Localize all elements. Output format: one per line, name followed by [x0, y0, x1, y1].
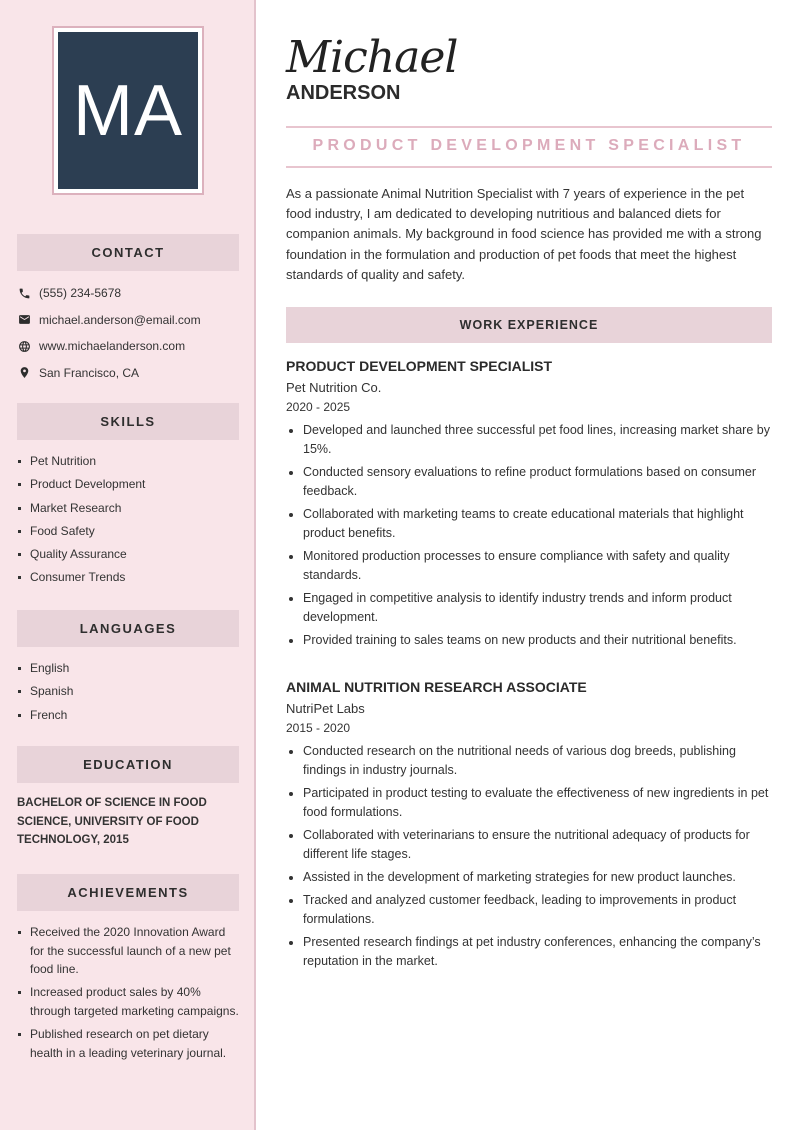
job-role: ANIMAL NUTRITION RESEARCH ASSOCIATE [286, 679, 587, 695]
contact-website [17, 333, 239, 360]
job-company: Pet Nutrition Co. [286, 380, 382, 395]
job-bullet: Developed and launched three successful pet food lines, increasing market share by 15%. [286, 421, 772, 459]
skill-item: Quality Assurance [17, 545, 239, 564]
job-entry [286, 679, 772, 975]
job-bullet: Conducted sensory evaluations to refine product formulations based on consumer feedback. [286, 463, 772, 501]
contact-email [17, 307, 239, 334]
monogram-frame [52, 26, 204, 195]
location-pin-icon [17, 366, 31, 380]
first-name: Michael [286, 32, 458, 83]
job-bullet: Provided training to sales teams on new products and their nutritional benefits. [286, 631, 772, 650]
job-bullet: Collaborated with veterinarians to ensure the nutritional adequacy of products for different life stages. [286, 826, 772, 864]
contact-phone [17, 280, 239, 307]
language-item: French [17, 706, 239, 725]
skill-item: Market Research [17, 499, 239, 518]
languages-header: LANGUAGES [17, 610, 239, 647]
job-dates: 2015 - 2020 [286, 721, 351, 735]
contact-list [17, 280, 239, 386]
job-bullet: Conducted research on the nutritional needs of various dog breeds, publishing findings in industry journals. [286, 742, 772, 780]
achievement-item: Received the 2020 Innovation Award for the successful launch of a new pet food line. [17, 923, 239, 979]
job-title: PRODUCT DEVELOPMENT SPECIALIST [312, 137, 746, 154]
skill-item: Product Development [17, 475, 239, 494]
job-bullet: Participated in product testing to evaluate the effectiveness of new ingredients in pet food formulations. [286, 784, 772, 822]
profile-summary: As a passionate Animal Nutrition Specialist with 7 years of experience in the pet food industry, I am dedicated to developing nutritious and balanced diets for companion animals. My background in food science has provided me with a strong foundation in the formulation and production of pet foods that meet the highest standards of quality and safety. [286, 186, 762, 282]
achievements-header: ACHIEVEMENTS [17, 874, 239, 911]
work-experience-header: WORK EXPERIENCE [286, 307, 772, 343]
education-degree: BACHELOR OF SCIENCE IN FOOD SCIENCE, UNIVERSITY OF FOOD TECHNOLOGY, 2015 [17, 797, 207, 846]
skill-item: Food Safety [17, 522, 239, 541]
job-bullet: Collaborated with marketing teams to create educational materials that highlight product benefits. [286, 505, 772, 543]
email-icon [17, 313, 31, 327]
skill-item: Consumer Trends [17, 568, 239, 587]
email-link[interactable]: michael.anderson@email.com [39, 312, 201, 327]
contact-header: CONTACT [17, 234, 239, 271]
job-bullet: Engaged in competitive analysis to identify industry trends and inform product development. [286, 589, 772, 627]
education-header: EDUCATION [17, 746, 239, 783]
achievement-item: Increased product sales by 40% through targeted marketing campaigns. [17, 983, 239, 1020]
sidebar [0, 0, 256, 1130]
title-divider-top [286, 126, 772, 128]
job-company: NutriPet Labs [286, 701, 365, 716]
job-dates: 2020 - 2025 [286, 400, 351, 414]
phone-icon [17, 286, 31, 300]
phone-text: (555) 234-5678 [39, 286, 122, 301]
job-role: PRODUCT DEVELOPMENT SPECIALIST [286, 358, 553, 374]
location-text: San Francisco, CA [39, 365, 140, 380]
contact-section [17, 234, 239, 386]
job-bullet: Assisted in the development of marketing strategies for new product launches. [286, 868, 772, 887]
skills-header: SKILLS [17, 403, 239, 440]
languages-section [17, 610, 239, 729]
skills-list [17, 452, 239, 587]
job-entry [286, 358, 772, 654]
job-bullets [286, 421, 772, 650]
job-bullet: Tracked and analyzed customer feedback, leading to improvements in product formulations. [286, 891, 772, 929]
job-bullet: Presented research findings at pet industry conferences, enhancing the company’s reputation in the market. [286, 933, 772, 971]
contact-location [17, 360, 239, 387]
monogram: MA [58, 32, 198, 189]
job-bullets [286, 742, 772, 971]
last-name: ANDERSON [286, 82, 401, 104]
achievement-item: Published research on pet dietary health in a leading veterinary journal. [17, 1025, 239, 1062]
education-section [17, 746, 239, 850]
job-bullet: Monitored production processes to ensure compliance with safety and quality standards. [286, 547, 772, 585]
language-item: Spanish [17, 682, 239, 701]
achievements-list [17, 923, 239, 1062]
skill-item: Pet Nutrition [17, 452, 239, 471]
language-item: English [17, 659, 239, 678]
languages-list [17, 659, 239, 724]
website-link[interactable]: www.michaelanderson.com [39, 339, 186, 354]
skills-section [17, 403, 239, 592]
globe-icon [17, 339, 31, 353]
achievements-section [17, 874, 239, 1067]
title-divider-bottom [286, 166, 772, 168]
